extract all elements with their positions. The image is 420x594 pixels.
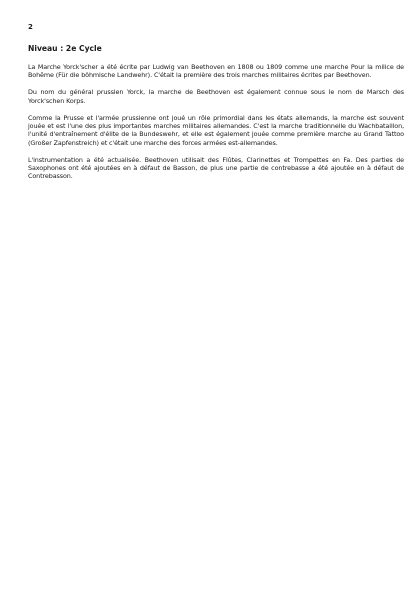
description-text [28, 63, 404, 189]
paragraph-history: Comme la Prusse et l'armée prussienne ont joué un rôle primordial dans les états allemands, la marche est souvent jouée et est l'une des plus importantes marches militaires allemandes. C'est la marche traditionnelle du Wachbataillon, l'unité d'entraînement d'élite de la Bundeswehr, et elle est également jouée comme première marche au Grand Tattoo (Großer Zapfenstreich) et c'était une marche des forces armées est-allemandes. [28, 113, 404, 147]
paragraph-origin: La Marche Yorck'scher a été écrite par Ludwig van Beethoven en 1808 ou 1809 comme une marche Pour la milice de Bohême (Für die böhmische Landwehr). C'était la première des trois marches militaires écrites par Beethoven. [28, 63, 404, 80]
page-number: 2 [28, 23, 33, 31]
level-heading: Niveau : 2e Cycle [28, 44, 102, 53]
paragraph-instrumentation: L'instrumentation a été actualisée. Beethoven utilisait des Flûtes, Clarinettes et Trompettes en Fa. Des parties de Saxophones ont été ajoutées en à défaut de Basson, de plus une partie de contrebasse a été ajoutée en à défaut de Contrebasson. [28, 155, 404, 181]
paragraph-name: Du nom du général prussien Yorck, la marche de Beethoven est également connue sous le nom de Marsch des Yorck'schen Korps. [28, 88, 404, 105]
